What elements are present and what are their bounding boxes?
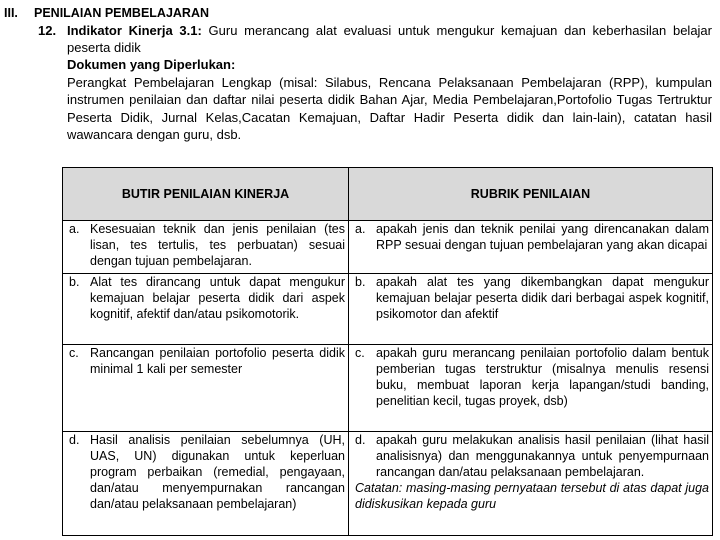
- table-row: [63, 221, 713, 274]
- rubric-text: apakah alat tes yang dikembangkan dapat mengukur kemajuan belajar peserta didik dari berbagai aspek kognitif, psikomotor dan afektif: [376, 275, 709, 321]
- rubric-cell: [349, 432, 713, 536]
- header-rubric: RUBRIK PENILAIAN: [349, 168, 713, 221]
- indicator-number: 12.: [38, 23, 57, 38]
- table-header-row: [63, 168, 713, 221]
- rubric-text: apakah guru merancang penilaian portofolio dalam bentuk pemberian tugas terstruktur (misalnya menulis resensi buku, membuat laporan kerja lapangan/studi banding, penelitian kecil, tugas proyek, dsb): [376, 346, 709, 408]
- section-title: PENILAIAN PEMBELAJARAN: [34, 6, 210, 20]
- row-letter: b.: [355, 275, 366, 289]
- rubric-note: Catatan: masing-masing pernyataan tersebut di atas dapat juga didiskusikan kepada guru: [355, 481, 709, 511]
- row-letter: b.: [69, 275, 80, 289]
- documents-label: Dokumen yang Diperlukan:: [67, 57, 236, 72]
- rubric-cell: [349, 274, 713, 345]
- table-row: [63, 345, 713, 432]
- criteria-text: Kesesuaian teknik dan jenis penilaian (tes lisan, tes tertulis, tes perbuatan) sesuai dengan tujuan pembelajaran.: [90, 222, 345, 268]
- row-letter: a.: [355, 222, 366, 236]
- documents-block: [67, 56, 712, 144]
- criteria-cell: [63, 432, 349, 536]
- row-letter: c.: [69, 346, 79, 360]
- row-letter: d.: [69, 433, 80, 447]
- criteria-cell: [63, 274, 349, 345]
- rubric-cell: [349, 221, 713, 274]
- assessment-table: [62, 167, 713, 536]
- row-letter: a.: [69, 222, 80, 236]
- section-number: III.: [4, 6, 18, 20]
- criteria-cell: [63, 221, 349, 274]
- indicator-text: Guru merancang alat evaluasi untuk mengukur kemajuan dan keberhasilan belajar peserta didik: [67, 23, 712, 55]
- table-row: [63, 274, 713, 345]
- criteria-text: Alat tes dirancang untuk dapat mengukur kemajuan belajar peserta didik dari aspek kognitif, afektif dan/atau psikomotorik.: [90, 275, 345, 321]
- criteria-cell: [63, 345, 349, 432]
- rubric-text: apakah jenis dan teknik penilai yang direncanakan dalam RPP sesuai dengan tujuan pembelajaran yang akan dicapai: [376, 222, 709, 252]
- rubric-text: apakah guru melakukan analisis hasil penilaian (lihat hasil analisisnya) dan menggunakannya untuk penyempurnaan rancangan dan/atau pelaksanaan pembelajaran.: [376, 433, 709, 479]
- section-heading: [4, 6, 209, 20]
- indicator: [38, 22, 712, 56]
- indicator-label: Indikator Kinerja 3.1:: [67, 23, 202, 38]
- criteria-text: Rancangan penilaian portofolio peserta didik minimal 1 kali per semester: [90, 346, 345, 376]
- documents-text: Perangkat Pembelajaran Lengkap (misal: Silabus, Rencana Pelaksanaan Pembelajaran (RPP), kumpulan instrumen penilaian dan daftar nilai peserta didik Bahan Ajar, Media Pembelajaran,Portofolio Tugas Tertruktur Peserta Didik, Jurnal Kelas,Cacatan Kemajuan, Daftar Hadir Peserta didik dan lain-lain), catatan hasil wawancara dengan guru, dsb.: [67, 74, 712, 142]
- row-letter: c.: [355, 346, 365, 360]
- table-row: [63, 432, 713, 536]
- header-criteria: BUTIR PENILAIAN KINERJA: [63, 168, 349, 221]
- rubric-cell: [349, 345, 713, 432]
- criteria-text: Hasil analisis penilaian sebelumnya (UH, UAS, UN) digunakan untuk keperluan program perbaikan (remedial, pengayaan, dan/atau menyempurnakan rancangan dan/atau pelaksanaan pembelajaran): [90, 433, 345, 511]
- row-letter: d.: [355, 433, 366, 447]
